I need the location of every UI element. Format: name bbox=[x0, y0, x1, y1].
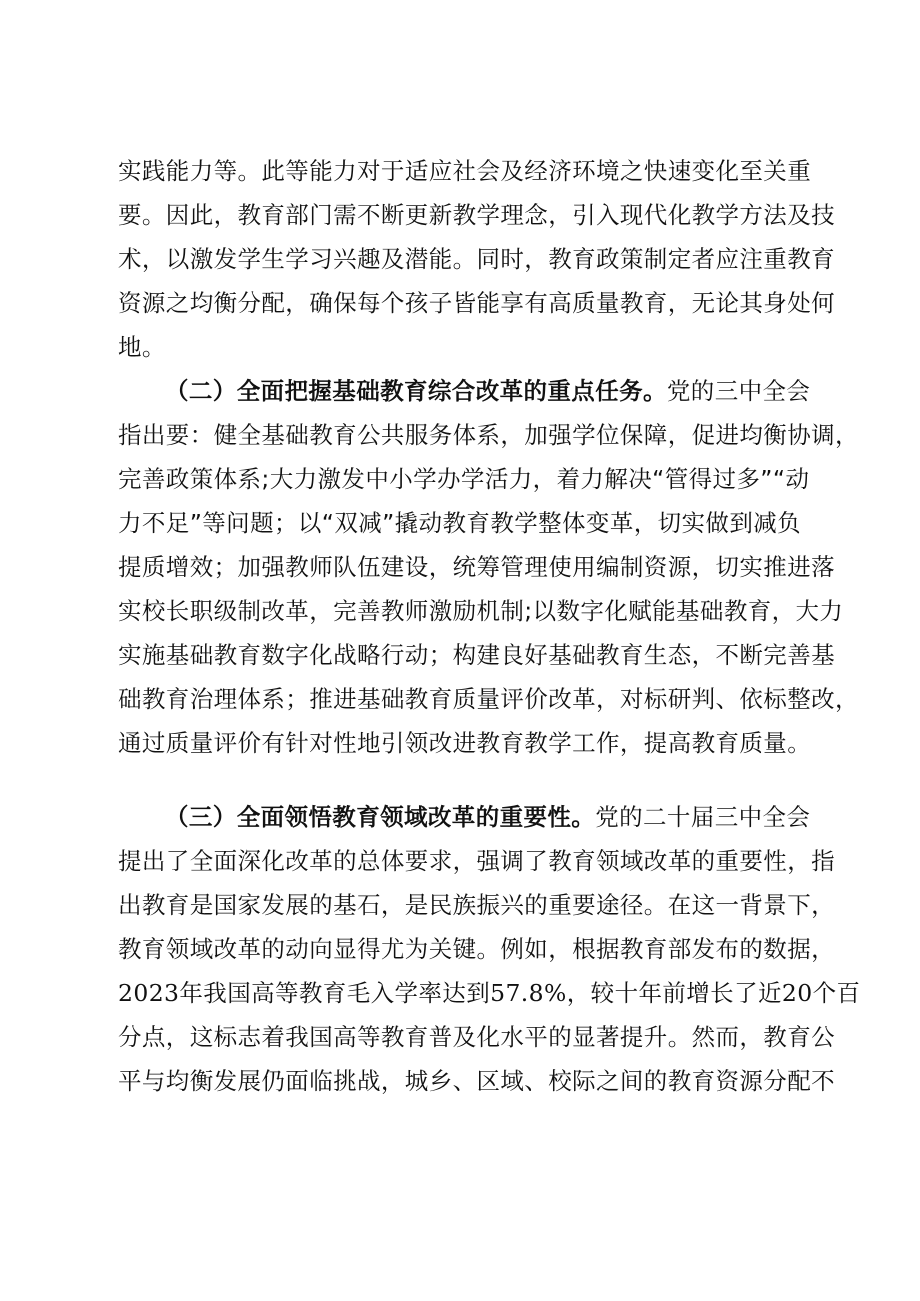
paragraph-2-line-8: 础教育治理体系；推进基础教育质量评价改革，对标研判、依标整改， bbox=[118, 685, 859, 713]
paragraph-2-line-5: 提质增效；加强教师队伍建设，统筹管理使用编制资源，切实推进落 bbox=[118, 553, 835, 581]
section-heading-2: （二）全面把握基础教育综合改革的重点任务。 bbox=[165, 377, 667, 405]
percentage-points: 20 bbox=[781, 979, 813, 1007]
paragraph-3-line-1-text: 党的二十届三中全会 bbox=[595, 803, 811, 831]
paragraph-3-line-6: 分点，这标志着我国高等教育普及化水平的显著提升。然而，教育公 bbox=[118, 1023, 835, 1051]
paragraph-2-line-7: 实施基础教育数字化战略行动；构建良好基础教育生态，不断完善基 bbox=[118, 641, 835, 669]
line-5-text-c: 个百 bbox=[812, 979, 861, 1007]
enrollment-rate: 57.8% bbox=[490, 979, 567, 1007]
paragraph-1-line-5: 地。 bbox=[118, 333, 166, 361]
paragraph-1-line-4: 资源之均衡分配，确保每个孩子皆能享有高质量教育，无论其身处何 bbox=[118, 289, 835, 317]
paragraph-2-line-2: 指出要：健全基础教育公共服务体系，加强学位保障，促进均衡协调， bbox=[118, 421, 859, 449]
paragraph-2-line-1-text: 党的三中全会 bbox=[666, 377, 811, 405]
paragraph-2-line-3: 完善政策体系;大力激发中小学办学活力，着力解决“管得过多”“动 bbox=[118, 465, 810, 493]
paragraph-2-line-1 bbox=[165, 369, 825, 413]
paragraph-2-line-6: 实校长职级制改革，完善教师激励机制;以数字化赋能基础教育，大力 bbox=[118, 597, 844, 625]
paragraph-3-line-3: 出教育是国家发展的基石，是民族振兴的重要途径。在这一背景下， bbox=[118, 891, 835, 919]
section-heading-3: （三）全面领悟教育领域改革的重要性。 bbox=[165, 803, 596, 831]
paragraph-1-line-1: 实践能力等。此等能力对于适应社会及经济环境之快速变化至关重 bbox=[118, 157, 812, 185]
paragraph-3-line-5 bbox=[118, 971, 861, 1015]
year-number: 2023 bbox=[118, 979, 180, 1007]
paragraph-3-line-2: 提出了全面深化改革的总体要求，强调了教育领域改革的重要性，指 bbox=[118, 847, 835, 875]
paragraph-1-line-2: 要。因此，教育部门需不断更新教学理念，引入现代化教学方法及技 bbox=[118, 201, 835, 229]
line-5-text-a: 年我国高等教育毛入学率达到 bbox=[179, 979, 491, 1007]
paragraph-2-line-9: 通过质量评价有针对性地引领改进教育教学工作，提高教育质量。 bbox=[118, 729, 812, 757]
paragraph-3-line-4: 教育领域改革的动向显得尤为关键。例如，根据教育部发布的数据， bbox=[118, 935, 835, 963]
paragraph-3-line-1 bbox=[165, 795, 825, 839]
line-5-text-b: ，较十年前增长了近 bbox=[566, 979, 782, 1007]
paragraph-3-line-7: 平与均衡发展仍面临挑战，城乡、区域、校际之间的教育资源分配不 bbox=[118, 1067, 835, 1095]
paragraph-2-line-4: 力不足”等问题；以“双减”撬动教育教学整体变革，切实做到减负 bbox=[118, 509, 802, 537]
paragraph-1-line-3: 术，以激发学生学习兴趣及潜能。同时，教育政策制定者应注重教育 bbox=[118, 245, 835, 273]
